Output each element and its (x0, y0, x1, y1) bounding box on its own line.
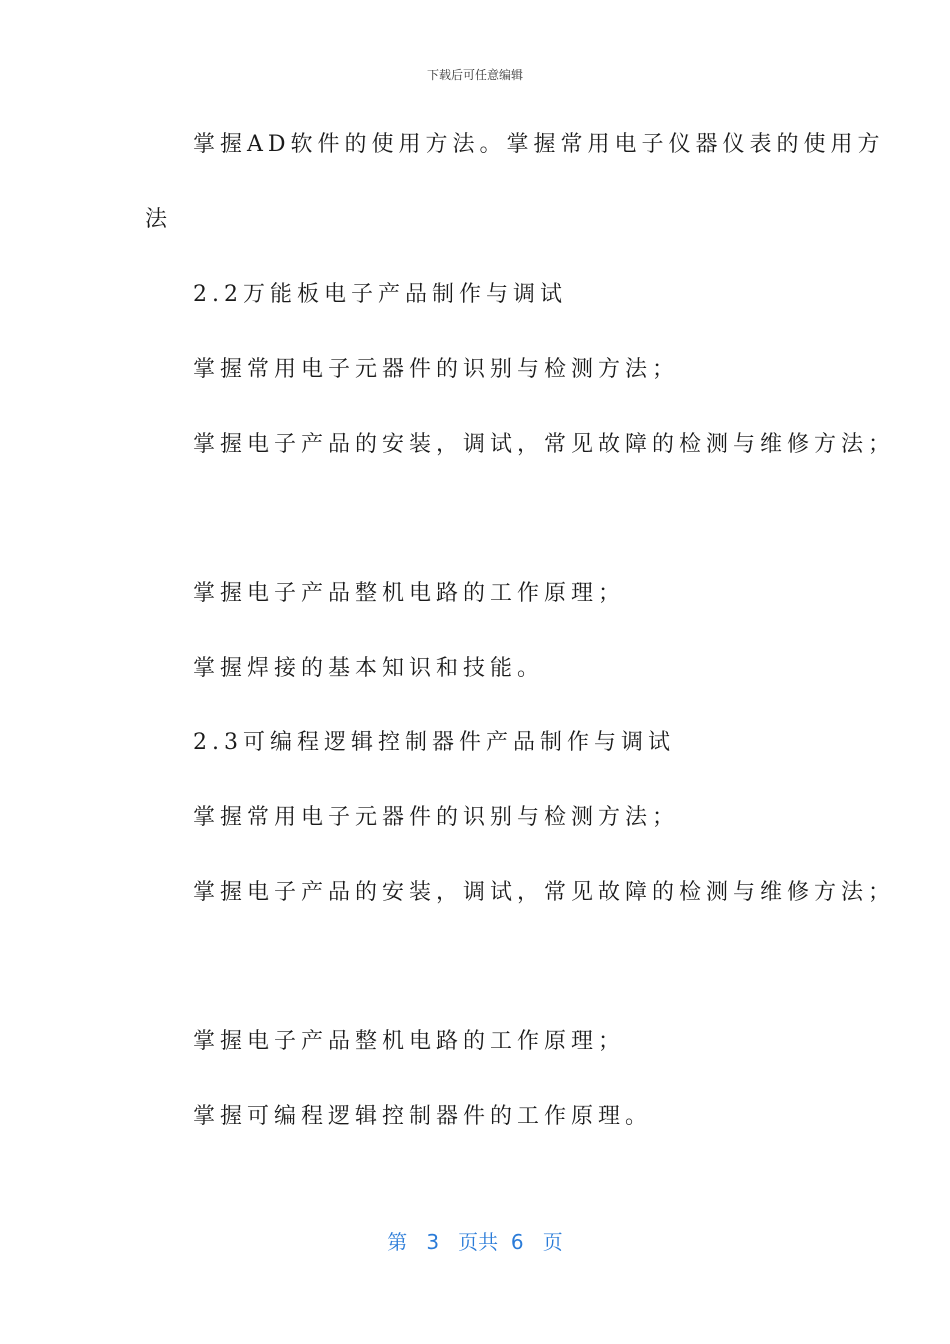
body-line: 掌握焊接的基本知识和技能。 (193, 656, 545, 681)
page-current: 3 (426, 1230, 440, 1254)
page-middle: 页共 (458, 1230, 499, 1254)
section-heading: 2.3可编程逻辑控制器件产品制作与调试 (193, 730, 675, 755)
page-number-footer (0, 1226, 950, 1255)
body-line: 掌握电子产品整机电路的工作原理； (193, 581, 626, 606)
body-line: 掌握电子产品的安装，调试，常见故障的检测与维修方法； (193, 880, 896, 905)
page-suffix: 页 (542, 1230, 563, 1254)
page-total: 6 (510, 1230, 524, 1254)
body-line: 掌握可编程逻辑控制器件的工作原理。 (193, 1104, 653, 1129)
section-heading: 2.2万能板电子产品制作与调试 (193, 282, 567, 307)
page-prefix: 第 (387, 1230, 408, 1254)
body-line: 法 (145, 207, 173, 232)
body-line: 掌握常用电子元器件的识别与检测方法； (193, 357, 680, 382)
body-line: 掌握电子产品的安装，调试，常见故障的检测与维修方法； (193, 432, 896, 457)
body-line: 掌握常用电子元器件的识别与检测方法； (193, 805, 680, 830)
body-line: 掌握AD软件的使用方法。掌握常用电子仪器仪表的使用方 (193, 132, 885, 157)
body-line: 掌握电子产品整机电路的工作原理； (193, 1029, 626, 1054)
page-header: 下载后可任意编辑 (426, 68, 523, 82)
